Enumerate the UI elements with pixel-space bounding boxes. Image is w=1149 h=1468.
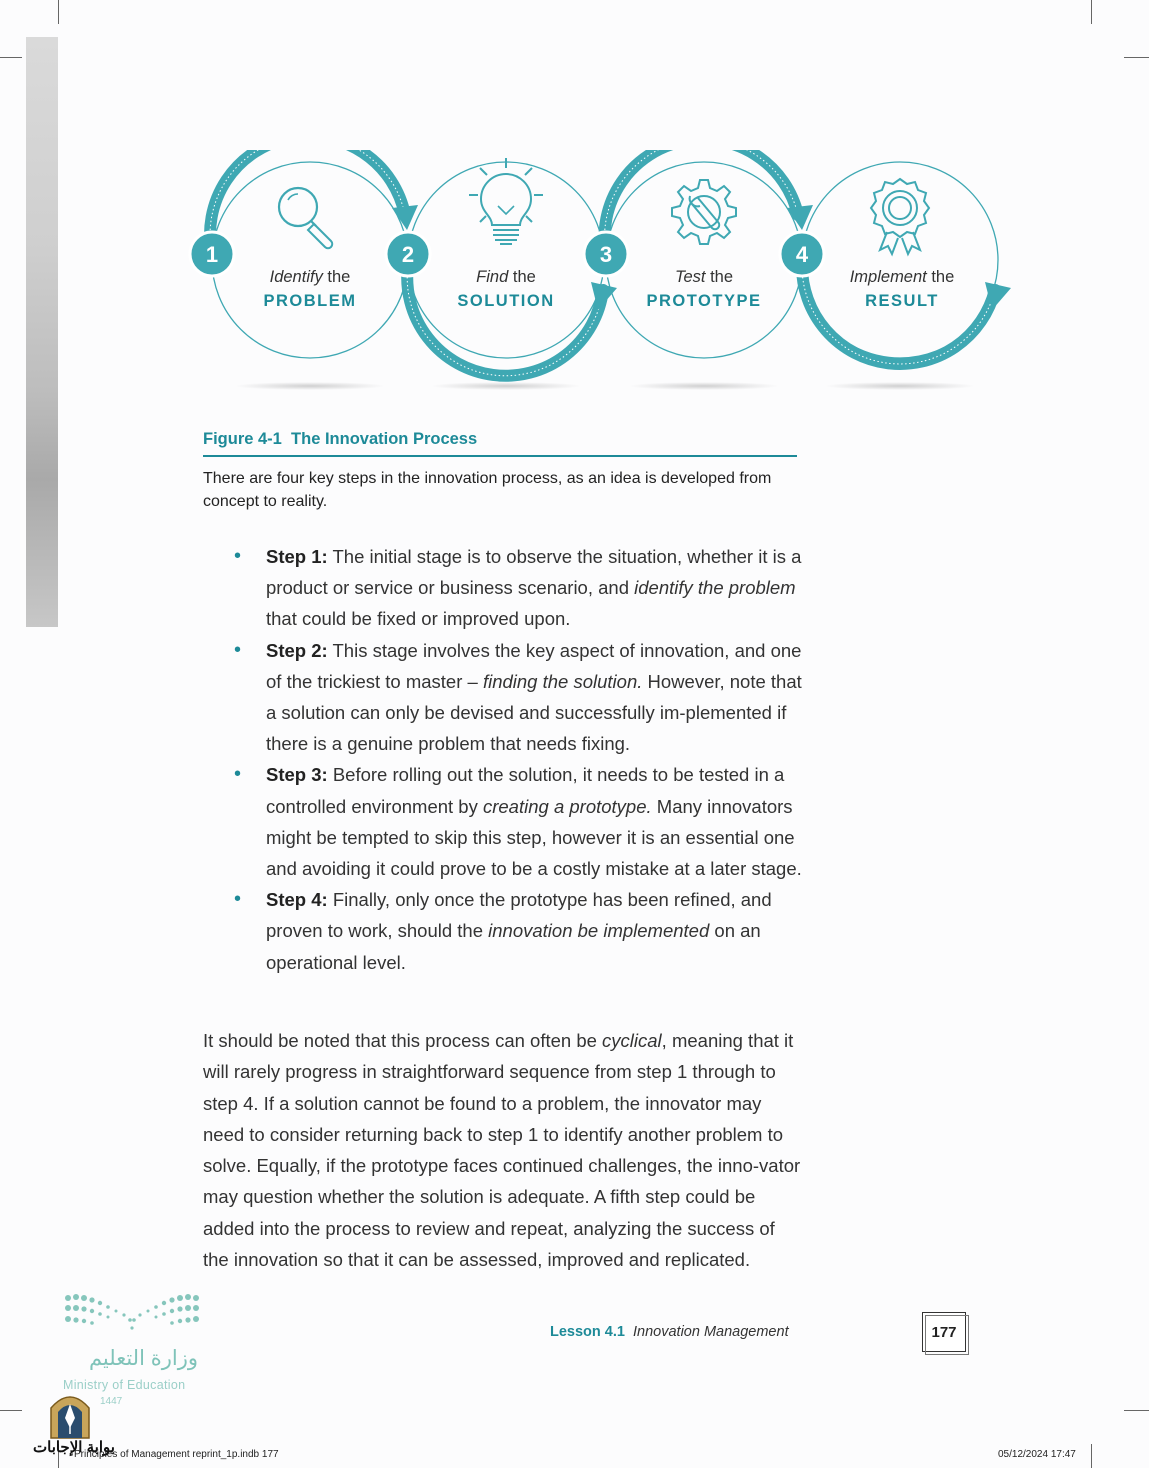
paragraph-text: It should be noted that this process can often be [203,1030,603,1051]
figure-title: The Innovation Process [291,430,478,448]
step-verb-rest: the [508,268,536,286]
step-verb-line [270,268,351,286]
step-body-emphasis: finding the solution. [482,670,643,692]
step-noun: PROBLEM [263,292,357,310]
ground-shadows [235,382,975,390]
bullet-dot-icon: • [234,763,242,786]
step-body-emphasis: identify the problem [634,577,796,599]
step-number: 3 [599,242,613,267]
magnifier-icon [279,188,332,248]
step-body-text: The initial stage is to observe the situation, whether it is a product or service or business scenario, and [266,546,802,599]
step-verb: Test [674,268,706,286]
paragraph-emphasis: cyclical [602,1030,662,1051]
step-verb-rest: the [322,268,351,286]
crop-mark [1091,0,1092,24]
step-label: Step 4: [266,889,328,911]
step-noun: SOLUTION [457,292,555,310]
watermark-text: بوابة الإجابات [33,1439,115,1456]
page-number: 177 [922,1312,966,1352]
crop-mark [0,1410,22,1411]
figure-description: There are four key steps in the innovation process, as an idea is developed from concept to reality. [203,470,772,510]
step-bullet-item [232,635,802,760]
step-verb: Identify [269,268,323,286]
page-edge-photo [26,37,58,627]
ministry-logo [60,1288,205,1344]
steps-list [232,541,802,978]
step-number: 1 [205,242,219,267]
step-verb: Find [476,268,509,286]
step-number: 4 [795,242,809,267]
step-label: Step 2: [266,639,328,661]
step-bullet-item [232,759,802,884]
crop-mark [1091,1444,1092,1468]
running-footer [550,1324,789,1340]
step-body-text: that could be fixed or improved upon. [266,608,571,630]
print-slug-datetime: 05/12/2024 17:47 [998,1449,1076,1460]
step-label: Step 1: [266,546,328,567]
step-verb-line [476,268,536,286]
step-verb: Implement [849,268,927,286]
step-verb-rest: the [926,268,955,286]
lesson-number: Lesson 4.1 [550,1324,625,1340]
award-ribbon-icon [871,179,929,254]
step-body-text: This stage involves the key aspect of innovation, and one of the trickiest to master – [266,639,802,692]
lesson-title: Innovation Management [633,1324,789,1340]
crop-mark [0,57,22,58]
ministry-name-arabic: وزارة التعليم [88,1347,198,1370]
print-slug-file: Principles of Management reprint_1p.indb 177 [74,1449,279,1460]
step-body-text: However, note that a solution can only be devised and successfully im-plemented if there is a genuine problem that needs fixing. [266,670,802,755]
bullet-dot-icon: • [234,638,242,661]
ministry-name-english: Ministry of Education [63,1378,186,1392]
step-verb-rest: the [705,268,734,286]
crop-mark [1124,1410,1149,1411]
step-body-emphasis: creating a prototype. [482,795,652,817]
step-noun: RESULT [865,292,939,310]
lightbulb-icon [469,158,543,244]
step-verb-line [850,268,955,286]
step-bullet-item [232,884,802,978]
ministry-year: 1447 [100,1396,123,1407]
figure-label: Figure 4-1 [203,430,282,448]
step-label: Step 3: [266,764,328,786]
step-body-emphasis: innovation be implemented [488,920,710,942]
crop-mark [58,0,59,24]
bullet-dot-icon: • [234,545,242,567]
figure-caption [203,430,797,457]
step-body-text: on an operational level. [266,920,761,973]
step-body-text: Before rolling out the solution, it needs to be tested in a controlled environment by [266,764,785,817]
step-noun: PROTOTYPE [646,292,762,310]
innovation-process-diagram [180,150,1020,400]
gear-wrench-icon [672,180,736,244]
step-verb-line [675,268,733,286]
bullet-dot-icon: • [234,888,242,911]
gate-logo-icon [47,1388,93,1440]
step-bullet-item [232,541,802,635]
step-body-text: Many innovators might be tempted to skip this step, however it is an essential one and avoiding it could prove to be a costly mistake at a later stage. [266,795,802,880]
step-number: 2 [401,242,415,267]
paragraph-text: , meaning that it will rarely progress in straightforward sequence from step 1 through to step 4. If a solution cannot be found to a problem, the innovator may need to consider returning back to step 1 to identify another problem to solve. Equally, if the prototype faces continued challenges, the inno-vator may question whether the solution is adequate. A fifth step could be added into the process to review and repeat, analyzing the success of the innovation so that it can be assessed, improved and replicated. [203,1030,801,1271]
crop-mark [1124,57,1149,58]
step-body-text: Finally, only once the prototype has been refined, and proven to work, should the [266,889,772,942]
body-paragraph [203,1025,801,1275]
